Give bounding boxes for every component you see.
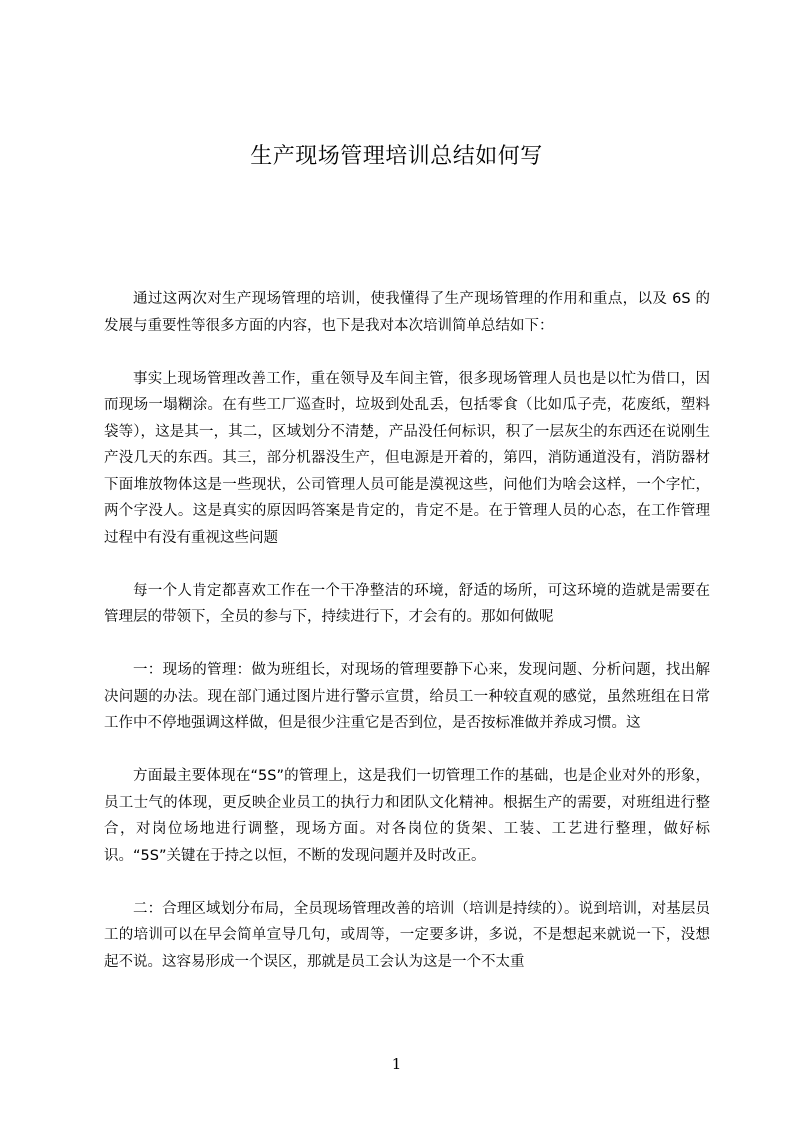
document-body xyxy=(104,286,710,1002)
paragraph-intro: 通过这两次对生产现场管理的培训，使我懂得了生产现场管理的作用和重点，以及 6S 的发展与重要性等很多方面的内容，也下是我对本次培训简单总结如下： xyxy=(104,291,710,334)
document-title: 生产现场管理培训总结如何写 xyxy=(250,144,543,169)
paragraph-5s: 方面最主要体现在“5S”的管理上，这是我们一切管理工作的基础，也是企业对外的形象，员工士气的体现，更反映企业员工的执行力和团队文化精神。根据生产的需要，对班组进行整合，对岗位场地进行调整，现场方面。对各岗位的货架、工装、工艺进行整理，做好标识。“5S”关键在于持之以恒，不断的发现问题并及时改正。 xyxy=(104,768,710,864)
paragraph-area-layout: 二：合理区域划分布局，全员现场管理改善的培训（培训是持续的）。说到培训，对基层员工的培训可以在早会简单宣导几句，或周等，一定要多讲，多说，不是想起来就说一下，没想起不说。这容易形成一个误区，那就是员工会认为这是一个不太重 xyxy=(104,900,710,970)
page-number: 1 xyxy=(391,1055,402,1073)
paragraph-current-situation: 事实上现场管理改善工作，重在领导及车间主管，很多现场管理人员也是以忙为借口，因而现场一塌糊涂。在有些工厂巡查时，垃圾到处乱丢，包括零食（比如瓜子壳，花废纸，塑料袋等），这是其一，其二，区域划分不清楚，产品没任何标识，积了一层灰尘的东西还在说刚生产没几天的东西。其三，部分机器没生产，但电源是开着的，第四，消防通道没有，消防器材下面堆放物体这是一些现状，公司管理人员可能是漠视这些，问他们为啥会这样，一个字忙，两个字没人。这是真实的原因吗答案是肯定的，肯定不是。在于管理人员的心态，在工作管理过程中有没有重视这些问题 xyxy=(104,370,710,546)
paragraph-site-management: 一：现场的管理：做为班组长，对现场的管理要静下心来，发现问题、分析问题，找出解决问题的办法。现在部门通过图片进行警示宣贯，给员工一种较直观的感觉，虽然班组在日常工作中不停地强调这样做，但是很少注重它是否到位，是否按标准做并养成习惯。这 xyxy=(104,662,710,731)
paragraph-environment: 每一个人肯定都喜欢工作在一个干净整洁的环境，舒适的场所，可这环境的造就是需要在管理层的带领下，全员的参与下，持续进行下，才会有的。那如何做呢 xyxy=(104,582,710,625)
